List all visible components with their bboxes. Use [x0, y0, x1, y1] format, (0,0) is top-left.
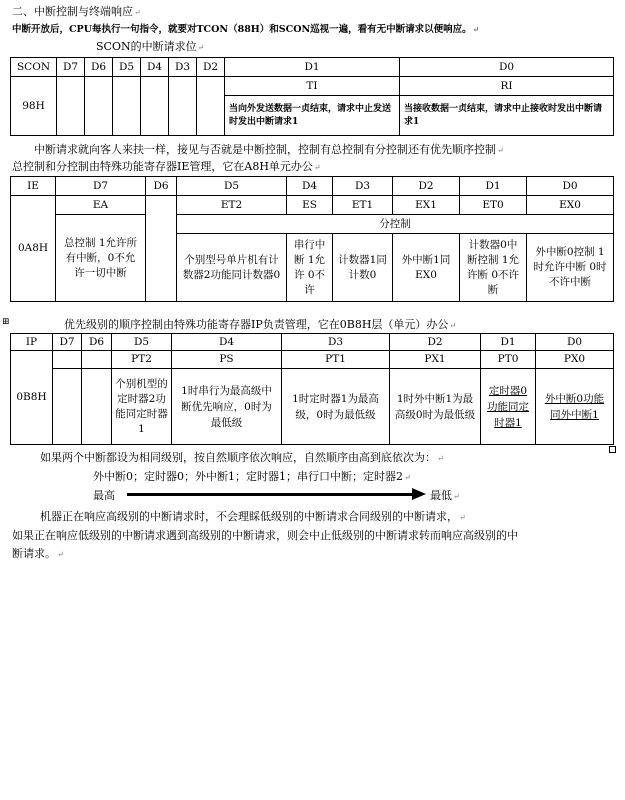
ie-et1-bit: ET1: [333, 196, 393, 215]
intro-text: 中断开放后，CPU每执行一句指令，就要对TCON（88H）和SCON巡视一遍，看有无中断请求以便响应。↵: [12, 24, 480, 35]
ip-d7-empty: [53, 369, 82, 445]
scon-title: SCON的中断请求位↵: [96, 40, 205, 53]
ie-et2-description: 个别型号单片机有计数器2功能同计数器0: [177, 234, 287, 302]
ip-ps-description: 1时串行为最高级中断优先响应，0时为最低级: [172, 369, 282, 445]
ip-pt0-description: 定时器0功能同定时器1: [481, 369, 536, 445]
ip-ps-bit: PS: [172, 351, 282, 369]
scon-d4-header: D4: [141, 58, 169, 77]
ie-ea-bit: EA: [56, 196, 146, 215]
ie-et0-description: 计数器0中断控制 1允许断 0不许断: [460, 234, 527, 302]
ip-d7-empty: [53, 351, 82, 369]
ie-et2-bit: ET2: [177, 196, 287, 215]
highest-label: 最高: [93, 489, 115, 502]
ip-pt1-description: 1时定时器1为最高级，0时为最低级: [282, 369, 390, 445]
ie-d0-header: D0: [527, 177, 614, 196]
ip-px0-description: 外中断0功能同外中断1: [536, 369, 614, 445]
ie-et0-bit: ET0: [460, 196, 527, 215]
scon-empty-cell: [85, 77, 113, 136]
table-resize-handle[interactable]: [609, 446, 616, 453]
ip-address: 0B8H: [11, 351, 53, 445]
scon-empty-cell: [57, 77, 85, 136]
lowest-label: 最低↵: [430, 489, 460, 502]
ie-ex1-bit: EX1: [393, 196, 460, 215]
ip-d0-header: D0: [536, 334, 614, 351]
scon-ti-bit: TI: [225, 77, 400, 96]
ip-px1-description: 1时外中断1为最高级0时为最低级: [390, 369, 481, 445]
scon-ti-description: 当向外发送数据一贞结束，请求中止发送时发出中断请求1: [225, 96, 400, 136]
ip-d3-header: D3: [282, 334, 390, 351]
scon-d1-header: D1: [225, 58, 400, 77]
scon-ri-description: 当接收数据一贞结束，请求中止接收时发出中断请求1: [400, 96, 614, 136]
scon-ri-bit: RI: [400, 77, 614, 96]
ip-px0-bit: PX0: [536, 351, 614, 369]
ie-table: [10, 176, 614, 302]
priority-arrow-line: [127, 493, 413, 496]
paragraph-2-line-1: 如果正在响应低级别的中断请求遇到高级别的中断请求，则会中止低级别的中断请求转而响应高级别的中: [12, 529, 518, 542]
scon-d5-header: D5: [113, 58, 141, 77]
ip-pt2-bit: PT2: [112, 351, 172, 369]
ie-reg-header: IE: [11, 177, 56, 196]
ie-d2-header: D2: [393, 177, 460, 196]
ie-sub-control-label: 分控制: [177, 215, 614, 234]
scon-d7-header: D7: [57, 58, 85, 77]
scon-table: [10, 57, 614, 136]
ip-d7-header: D7: [53, 334, 82, 351]
scon-empty-cell: [169, 77, 197, 136]
ie-d3-header: D3: [333, 177, 393, 196]
scon-d3-header: D3: [169, 58, 197, 77]
section-heading: 二、中断控制与终端响应↵: [12, 5, 141, 18]
scon-empty-cell: [197, 77, 225, 136]
ie-ex0-description: 外中断0控制 1时允许中断 0时不许中断: [527, 234, 614, 302]
scon-d6-header: D6: [85, 58, 113, 77]
natural-order: 外中断0；定时器0；外中断1；定时器1；串行口中断；定时器2↵: [93, 470, 411, 483]
ie-address: 0A8H: [11, 196, 56, 302]
ie-ex0-bit: EX0: [527, 196, 614, 215]
scon-address: 98H: [11, 77, 57, 136]
ip-d4-header: D4: [172, 334, 282, 351]
paragraph-2-line-2: 断请求。↵: [12, 547, 64, 560]
ip-d6-empty: [82, 351, 112, 369]
ip-intro: 优先级别的顺序控制由特殊功能寄存器IP负责管理，它在0B8H层（单元）办公↵: [64, 318, 457, 331]
ip-table: [10, 333, 614, 445]
ie-d6-header: D6: [146, 177, 177, 196]
ie-d7-header: D7: [56, 177, 146, 196]
ie-d5-header: D5: [177, 177, 287, 196]
ip-reg-header: IP: [11, 334, 53, 351]
ip-pt0-bit: PT0: [481, 351, 536, 369]
priority-arrow-head-icon: [412, 488, 426, 500]
paragraph-1: 机器正在响应高级别的中断请求时，不会理睬低级别的中断请求合同级别的中断请求，↵: [40, 510, 466, 523]
ip-pt2-description: 个别机型的定时器2功能同定时器1: [112, 369, 172, 445]
scon-d0-header: D0: [400, 58, 614, 77]
ip-d6-header: D6: [82, 334, 112, 351]
ie-d1-header: D1: [460, 177, 527, 196]
scon-empty-cell: [141, 77, 169, 136]
ie-ea-description: 总控制 1允许所有中断，0不允许一切中断: [56, 215, 146, 302]
ie-d6-empty: [146, 196, 177, 302]
ie-es-bit: ES: [287, 196, 333, 215]
ie-es-description: 串行中断 1允许 0不许: [287, 234, 333, 302]
table-move-handle-icon[interactable]: ⊞: [2, 317, 10, 327]
scon-d2-header: D2: [197, 58, 225, 77]
ip-d1-header: D1: [481, 334, 536, 351]
ie-d4-header: D4: [287, 177, 333, 196]
ip-pt1-bit: PT1: [282, 351, 390, 369]
same-level-text: 如果两个中断都设为相同级别，按自然顺序依次响应，自然顺序由高到底依次为：↵: [40, 451, 444, 464]
ie-et1-description: 计数器1同计数0: [333, 234, 393, 302]
ie-intro-line-1: 中断请求就向客人来扶一样，接见与否就是中断控制，控制有总控制有分控制还有优先顺序控制↵: [34, 143, 504, 156]
ip-px1-bit: PX1: [390, 351, 481, 369]
ie-intro-line-2: 总控制和分控制由特殊功能寄存器IE管理，它在A8H单元办公↵: [12, 160, 321, 173]
scon-reg-header: SCON: [11, 58, 57, 77]
scon-empty-cell: [113, 77, 141, 136]
ip-d2-header: D2: [390, 334, 481, 351]
ie-ex1-description: 外中断1同EX0: [393, 234, 460, 302]
ip-d6-empty: [82, 369, 112, 445]
ip-d5-header: D5: [112, 334, 172, 351]
